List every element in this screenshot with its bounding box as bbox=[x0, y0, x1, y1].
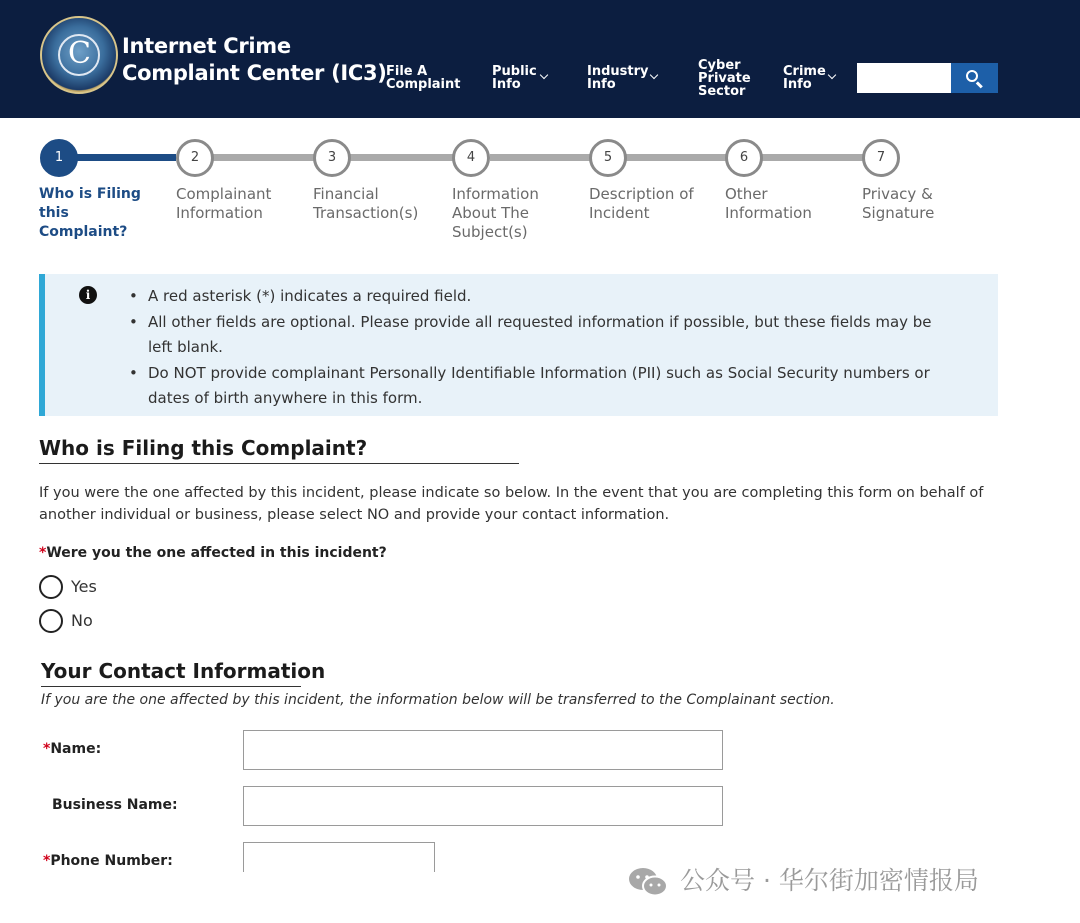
nav-crime-info[interactable]: Crime Info bbox=[783, 64, 826, 92]
wechat-icon bbox=[628, 867, 668, 897]
step-4-label[interactable]: Information About The Subject(s) bbox=[452, 185, 539, 241]
brand-line-1: Internet Crime bbox=[122, 34, 291, 58]
notice-item: • Do NOT provide complainant Personally Identifiable Information (PII) such as Social Security numbers or dates of birth anywhere in this form. bbox=[129, 361, 949, 412]
required-asterisk: * bbox=[43, 853, 51, 869]
affected-question bbox=[39, 545, 387, 561]
notice-item: • All other fields are optional. Please provide all requested information if possible, but these fields may be left blank. bbox=[129, 310, 949, 361]
chevron-down-icon[interactable] bbox=[650, 71, 658, 79]
contact-section-title: Your Contact Information bbox=[41, 659, 326, 683]
nav-industry-info[interactable]: Industry Info bbox=[587, 64, 649, 92]
step-3-label[interactable]: Financial Transaction(s) bbox=[313, 185, 419, 222]
business-name-input[interactable] bbox=[243, 786, 723, 826]
radio-yes[interactable] bbox=[39, 575, 63, 599]
contact-note: If you are the one affected by this incident, the information below will be transferred to the Complainant section. bbox=[41, 692, 835, 708]
step-6-label[interactable]: Other Information bbox=[725, 185, 812, 222]
step-5-label[interactable]: Description of Incident bbox=[589, 185, 694, 222]
step-connector bbox=[762, 154, 864, 161]
radio-option-yes[interactable] bbox=[39, 575, 119, 601]
step-connector bbox=[212, 154, 314, 161]
notice-list bbox=[129, 284, 949, 412]
search-icon-handle bbox=[976, 81, 983, 88]
step-4-circle[interactable]: 4 bbox=[452, 139, 490, 177]
brand-line-2: Complaint Center (IC3) bbox=[122, 61, 387, 85]
section-divider bbox=[39, 463, 519, 464]
search-icon bbox=[966, 70, 978, 82]
step-7-circle[interactable]: 7 bbox=[862, 139, 900, 177]
notice-item: • A red asterisk (*) indicates a required field. bbox=[129, 284, 949, 310]
search-input[interactable] bbox=[857, 63, 951, 93]
phone-number-input[interactable] bbox=[243, 842, 435, 872]
filing-section-title: Who is Filing this Complaint? bbox=[39, 436, 368, 460]
nav-public-info[interactable]: Public Info bbox=[492, 64, 537, 92]
step-6-circle[interactable]: 6 bbox=[725, 139, 763, 177]
seal-letter: C bbox=[68, 36, 91, 71]
site-brand[interactable] bbox=[122, 33, 387, 87]
nav-cyber-private-sector[interactable]: Cyber Private Sector bbox=[698, 58, 751, 99]
step-connector bbox=[626, 154, 726, 161]
step-2-circle[interactable]: 2 bbox=[176, 139, 214, 177]
search-button[interactable] bbox=[951, 63, 998, 93]
step-connector bbox=[76, 154, 176, 161]
info-icon: i bbox=[79, 286, 97, 304]
step-connector bbox=[350, 154, 454, 161]
nav-file-a-complaint[interactable]: File A Complaint bbox=[386, 64, 461, 92]
step-1-circle[interactable]: 1 bbox=[40, 139, 78, 177]
required-asterisk: * bbox=[39, 545, 47, 561]
name-input[interactable] bbox=[243, 730, 723, 770]
step-1-label[interactable]: Who is Filing this Complaint? bbox=[39, 186, 141, 240]
radio-option-no[interactable] bbox=[39, 609, 119, 635]
chevron-down-icon[interactable] bbox=[540, 71, 548, 79]
section-divider bbox=[41, 686, 301, 687]
radio-no[interactable] bbox=[39, 609, 63, 633]
radio-yes-label[interactable]: Yes bbox=[71, 577, 97, 596]
ic3-seal-logo[interactable] bbox=[40, 16, 118, 94]
phone-number-label bbox=[43, 853, 173, 869]
step-2-label[interactable]: Complainant Information bbox=[176, 185, 272, 222]
radio-no-label[interactable]: No bbox=[71, 611, 93, 630]
required-asterisk: * bbox=[43, 741, 51, 757]
name-label bbox=[43, 741, 101, 757]
site-header bbox=[0, 0, 1080, 118]
name-label-text: Name: bbox=[50, 741, 102, 757]
chevron-down-icon[interactable] bbox=[828, 71, 836, 79]
step-3-circle[interactable]: 3 bbox=[313, 139, 351, 177]
notice-box bbox=[39, 274, 998, 416]
step-7-label[interactable]: Privacy & Signature bbox=[862, 185, 935, 222]
step-connector bbox=[490, 154, 590, 161]
step-5-circle[interactable]: 5 bbox=[589, 139, 627, 177]
filing-intro-text: If you were the one affected by this incident, please indicate so below. In the event that you are completing this form on behalf of another individual or business, please select NO and provide your contact information. bbox=[39, 485, 984, 523]
business-name-label: Business Name: bbox=[52, 797, 178, 813]
affected-question-text: Were you the one affected in this incident? bbox=[46, 545, 387, 561]
phone-number-label-text: Phone Number: bbox=[50, 853, 173, 869]
watermark-text: 公众号 · 华尔街加密情报局 bbox=[680, 866, 979, 895]
